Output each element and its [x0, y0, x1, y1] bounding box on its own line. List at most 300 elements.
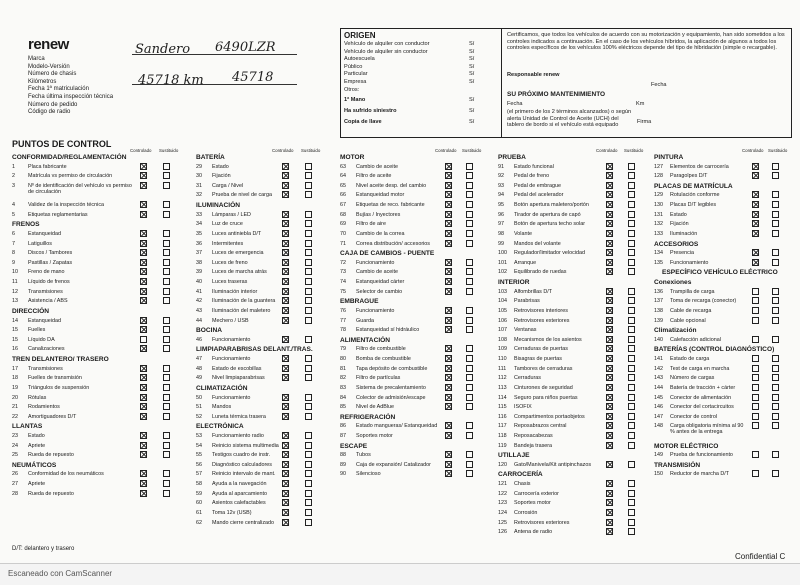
sustituido-checkbox[interactable]	[305, 432, 312, 439]
controlado-checkbox[interactable]	[282, 230, 289, 237]
controlado-checkbox[interactable]	[282, 191, 289, 198]
controlado-checkbox[interactable]	[445, 461, 452, 468]
controlado-checkbox[interactable]	[445, 384, 452, 391]
controlado-checkbox[interactable]	[282, 451, 289, 458]
sustituido-checkbox[interactable]	[163, 259, 170, 266]
controlado-checkbox[interactable]	[606, 499, 613, 506]
controlado-checkbox[interactable]	[282, 268, 289, 275]
sustituido-checkbox[interactable]	[163, 240, 170, 247]
controlado-checkbox[interactable]	[140, 394, 147, 401]
sustituido-checkbox[interactable]	[772, 307, 779, 314]
sustituido-checkbox[interactable]	[466, 211, 473, 218]
controlado-checkbox[interactable]	[752, 374, 759, 381]
controlado-checkbox[interactable]	[606, 211, 613, 218]
sustituido-checkbox[interactable]	[772, 259, 779, 266]
sustituido-checkbox[interactable]	[163, 336, 170, 343]
controlado-checkbox[interactable]	[752, 230, 759, 237]
sustituido-checkbox[interactable]	[772, 163, 779, 170]
sustituido-checkbox[interactable]	[628, 326, 635, 333]
controlado-checkbox[interactable]	[282, 249, 289, 256]
controlado-checkbox[interactable]	[606, 394, 613, 401]
controlado-checkbox[interactable]	[606, 326, 613, 333]
sustituido-checkbox[interactable]	[772, 365, 779, 372]
sustituido-checkbox[interactable]	[628, 461, 635, 468]
controlado-checkbox[interactable]	[445, 394, 452, 401]
controlado-checkbox[interactable]	[282, 307, 289, 314]
sustituido-checkbox[interactable]	[305, 172, 312, 179]
controlado-checkbox[interactable]	[445, 403, 452, 410]
sustituido-checkbox[interactable]	[305, 191, 312, 198]
sustituido-checkbox[interactable]	[305, 490, 312, 497]
sustituido-checkbox[interactable]	[466, 259, 473, 266]
controlado-checkbox[interactable]	[606, 317, 613, 324]
sustituido-checkbox[interactable]	[772, 422, 779, 429]
controlado-checkbox[interactable]	[282, 240, 289, 247]
sustituido-checkbox[interactable]	[772, 336, 779, 343]
sustituido-checkbox[interactable]	[163, 374, 170, 381]
controlado-checkbox[interactable]	[445, 288, 452, 295]
sustituido-checkbox[interactable]	[305, 499, 312, 506]
controlado-checkbox[interactable]	[606, 442, 613, 449]
controlado-checkbox[interactable]	[282, 288, 289, 295]
sustituido-checkbox[interactable]	[305, 403, 312, 410]
controlado-checkbox[interactable]	[445, 432, 452, 439]
sustituido-checkbox[interactable]	[163, 182, 170, 189]
sustituido-checkbox[interactable]	[772, 201, 779, 208]
controlado-checkbox[interactable]	[606, 480, 613, 487]
sustituido-checkbox[interactable]	[305, 480, 312, 487]
sustituido-checkbox[interactable]	[163, 326, 170, 333]
sustituido-checkbox[interactable]	[628, 297, 635, 304]
controlado-checkbox[interactable]	[140, 163, 147, 170]
controlado-checkbox[interactable]	[606, 384, 613, 391]
sustituido-checkbox[interactable]	[772, 394, 779, 401]
sustituido-checkbox[interactable]	[772, 211, 779, 218]
sustituido-checkbox[interactable]	[163, 451, 170, 458]
controlado-checkbox[interactable]	[282, 413, 289, 420]
controlado-checkbox[interactable]	[282, 259, 289, 266]
sustituido-checkbox[interactable]	[305, 182, 312, 189]
sustituido-checkbox[interactable]	[628, 519, 635, 526]
controlado-checkbox[interactable]	[606, 297, 613, 304]
controlado-checkbox[interactable]	[140, 451, 147, 458]
controlado-checkbox[interactable]	[282, 461, 289, 468]
controlado-checkbox[interactable]	[282, 374, 289, 381]
sustituido-checkbox[interactable]	[466, 394, 473, 401]
controlado-checkbox[interactable]	[606, 345, 613, 352]
controlado-checkbox[interactable]	[282, 365, 289, 372]
sustituido-checkbox[interactable]	[163, 365, 170, 372]
controlado-checkbox[interactable]	[282, 509, 289, 516]
controlado-checkbox[interactable]	[282, 403, 289, 410]
sustituido-checkbox[interactable]	[163, 413, 170, 420]
controlado-checkbox[interactable]	[752, 259, 759, 266]
sustituido-checkbox[interactable]	[466, 461, 473, 468]
sustituido-checkbox[interactable]	[163, 288, 170, 295]
sustituido-checkbox[interactable]	[466, 240, 473, 247]
controlado-checkbox[interactable]	[140, 201, 147, 208]
controlado-checkbox[interactable]	[752, 317, 759, 324]
sustituido-checkbox[interactable]	[466, 432, 473, 439]
controlado-checkbox[interactable]	[606, 182, 613, 189]
controlado-checkbox[interactable]	[606, 365, 613, 372]
controlado-checkbox[interactable]	[282, 220, 289, 227]
controlado-checkbox[interactable]	[140, 384, 147, 391]
sustituido-checkbox[interactable]	[628, 182, 635, 189]
sustituido-checkbox[interactable]	[163, 201, 170, 208]
sustituido-checkbox[interactable]	[628, 268, 635, 275]
controlado-checkbox[interactable]	[606, 432, 613, 439]
sustituido-checkbox[interactable]	[305, 442, 312, 449]
controlado-checkbox[interactable]	[606, 201, 613, 208]
controlado-checkbox[interactable]	[752, 451, 759, 458]
sustituido-checkbox[interactable]	[305, 394, 312, 401]
sustituido-checkbox[interactable]	[628, 384, 635, 391]
sustituido-checkbox[interactable]	[305, 365, 312, 372]
controlado-checkbox[interactable]	[282, 490, 289, 497]
sustituido-checkbox[interactable]	[305, 509, 312, 516]
controlado-checkbox[interactable]	[282, 172, 289, 179]
controlado-checkbox[interactable]	[445, 182, 452, 189]
controlado-checkbox[interactable]	[606, 374, 613, 381]
sustituido-checkbox[interactable]	[628, 201, 635, 208]
sustituido-checkbox[interactable]	[305, 259, 312, 266]
controlado-checkbox[interactable]	[752, 336, 759, 343]
controlado-checkbox[interactable]	[752, 470, 759, 477]
sustituido-checkbox[interactable]	[466, 355, 473, 362]
controlado-checkbox[interactable]	[445, 278, 452, 285]
sustituido-checkbox[interactable]	[163, 317, 170, 324]
controlado-checkbox[interactable]	[282, 317, 289, 324]
controlado-checkbox[interactable]	[140, 278, 147, 285]
sustituido-checkbox[interactable]	[305, 461, 312, 468]
controlado-checkbox[interactable]	[140, 490, 147, 497]
controlado-checkbox[interactable]	[606, 490, 613, 497]
sustituido-checkbox[interactable]	[163, 297, 170, 304]
controlado-checkbox[interactable]	[445, 240, 452, 247]
sustituido-checkbox[interactable]	[466, 384, 473, 391]
controlado-checkbox[interactable]	[140, 442, 147, 449]
sustituido-checkbox[interactable]	[163, 211, 170, 218]
controlado-checkbox[interactable]	[606, 355, 613, 362]
controlado-checkbox[interactable]	[752, 384, 759, 391]
controlado-checkbox[interactable]	[140, 403, 147, 410]
controlado-checkbox[interactable]	[752, 249, 759, 256]
controlado-checkbox[interactable]	[445, 422, 452, 429]
controlado-checkbox[interactable]	[140, 297, 147, 304]
sustituido-checkbox[interactable]	[772, 403, 779, 410]
controlado-checkbox[interactable]	[606, 268, 613, 275]
sustituido-checkbox[interactable]	[163, 470, 170, 477]
sustituido-checkbox[interactable]	[305, 230, 312, 237]
controlado-checkbox[interactable]	[140, 268, 147, 275]
sustituido-checkbox[interactable]	[466, 451, 473, 458]
sustituido-checkbox[interactable]	[628, 211, 635, 218]
sustituido-checkbox[interactable]	[163, 442, 170, 449]
controlado-checkbox[interactable]	[140, 172, 147, 179]
sustituido-checkbox[interactable]	[305, 268, 312, 275]
controlado-checkbox[interactable]	[445, 451, 452, 458]
sustituido-checkbox[interactable]	[305, 288, 312, 295]
sustituido-checkbox[interactable]	[466, 374, 473, 381]
controlado-checkbox[interactable]	[282, 442, 289, 449]
sustituido-checkbox[interactable]	[628, 365, 635, 372]
sustituido-checkbox[interactable]	[305, 317, 312, 324]
controlado-checkbox[interactable]	[445, 201, 452, 208]
sustituido-checkbox[interactable]	[628, 403, 635, 410]
controlado-checkbox[interactable]	[606, 172, 613, 179]
sustituido-checkbox[interactable]	[772, 297, 779, 304]
controlado-checkbox[interactable]	[752, 297, 759, 304]
controlado-checkbox[interactable]	[445, 220, 452, 227]
sustituido-checkbox[interactable]	[628, 422, 635, 429]
sustituido-checkbox[interactable]	[628, 480, 635, 487]
controlado-checkbox[interactable]	[606, 336, 613, 343]
sustituido-checkbox[interactable]	[772, 317, 779, 324]
sustituido-checkbox[interactable]	[305, 413, 312, 420]
sustituido-checkbox[interactable]	[772, 249, 779, 256]
sustituido-checkbox[interactable]	[305, 249, 312, 256]
controlado-checkbox[interactable]	[140, 365, 147, 372]
sustituido-checkbox[interactable]	[628, 432, 635, 439]
sustituido-checkbox[interactable]	[163, 278, 170, 285]
controlado-checkbox[interactable]	[752, 422, 759, 429]
sustituido-checkbox[interactable]	[772, 191, 779, 198]
controlado-checkbox[interactable]	[282, 297, 289, 304]
controlado-checkbox[interactable]	[282, 432, 289, 439]
sustituido-checkbox[interactable]	[772, 413, 779, 420]
sustituido-checkbox[interactable]	[466, 230, 473, 237]
controlado-checkbox[interactable]	[282, 519, 289, 526]
sustituido-checkbox[interactable]	[628, 345, 635, 352]
sustituido-checkbox[interactable]	[466, 307, 473, 314]
sustituido-checkbox[interactable]	[466, 317, 473, 324]
controlado-checkbox[interactable]	[445, 191, 452, 198]
sustituido-checkbox[interactable]	[163, 163, 170, 170]
sustituido-checkbox[interactable]	[772, 230, 779, 237]
controlado-checkbox[interactable]	[140, 336, 147, 343]
sustituido-checkbox[interactable]	[628, 317, 635, 324]
sustituido-checkbox[interactable]	[466, 268, 473, 275]
sustituido-checkbox[interactable]	[628, 528, 635, 535]
controlado-checkbox[interactable]	[282, 499, 289, 506]
controlado-checkbox[interactable]	[606, 230, 613, 237]
controlado-checkbox[interactable]	[282, 480, 289, 487]
sustituido-checkbox[interactable]	[466, 403, 473, 410]
controlado-checkbox[interactable]	[140, 345, 147, 352]
sustituido-checkbox[interactable]	[466, 191, 473, 198]
controlado-checkbox[interactable]	[445, 211, 452, 218]
sustituido-checkbox[interactable]	[466, 345, 473, 352]
controlado-checkbox[interactable]	[282, 336, 289, 343]
sustituido-checkbox[interactable]	[163, 345, 170, 352]
sustituido-checkbox[interactable]	[628, 230, 635, 237]
controlado-checkbox[interactable]	[445, 163, 452, 170]
sustituido-checkbox[interactable]	[772, 220, 779, 227]
controlado-checkbox[interactable]	[282, 470, 289, 477]
controlado-checkbox[interactable]	[445, 326, 452, 333]
sustituido-checkbox[interactable]	[466, 365, 473, 372]
controlado-checkbox[interactable]	[606, 509, 613, 516]
controlado-checkbox[interactable]	[282, 355, 289, 362]
sustituido-checkbox[interactable]	[305, 336, 312, 343]
controlado-checkbox[interactable]	[140, 317, 147, 324]
sustituido-checkbox[interactable]	[628, 499, 635, 506]
controlado-checkbox[interactable]	[752, 403, 759, 410]
sustituido-checkbox[interactable]	[466, 220, 473, 227]
sustituido-checkbox[interactable]	[628, 509, 635, 516]
controlado-checkbox[interactable]	[606, 259, 613, 266]
sustituido-checkbox[interactable]	[163, 480, 170, 487]
sustituido-checkbox[interactable]	[628, 249, 635, 256]
sustituido-checkbox[interactable]	[772, 355, 779, 362]
sustituido-checkbox[interactable]	[163, 394, 170, 401]
sustituido-checkbox[interactable]	[305, 470, 312, 477]
sustituido-checkbox[interactable]	[628, 355, 635, 362]
controlado-checkbox[interactable]	[606, 413, 613, 420]
controlado-checkbox[interactable]	[282, 278, 289, 285]
controlado-checkbox[interactable]	[752, 413, 759, 420]
controlado-checkbox[interactable]	[606, 307, 613, 314]
sustituido-checkbox[interactable]	[305, 451, 312, 458]
sustituido-checkbox[interactable]	[628, 163, 635, 170]
controlado-checkbox[interactable]	[445, 470, 452, 477]
controlado-checkbox[interactable]	[606, 528, 613, 535]
controlado-checkbox[interactable]	[752, 191, 759, 198]
sustituido-checkbox[interactable]	[305, 278, 312, 285]
sustituido-checkbox[interactable]	[305, 220, 312, 227]
controlado-checkbox[interactable]	[282, 211, 289, 218]
sustituido-checkbox[interactable]	[163, 403, 170, 410]
sustituido-checkbox[interactable]	[163, 249, 170, 256]
sustituido-checkbox[interactable]	[628, 307, 635, 314]
controlado-checkbox[interactable]	[606, 403, 613, 410]
sustituido-checkbox[interactable]	[772, 374, 779, 381]
controlado-checkbox[interactable]	[140, 240, 147, 247]
sustituido-checkbox[interactable]	[305, 307, 312, 314]
controlado-checkbox[interactable]	[140, 480, 147, 487]
controlado-checkbox[interactable]	[752, 220, 759, 227]
sustituido-checkbox[interactable]	[466, 326, 473, 333]
controlado-checkbox[interactable]	[140, 249, 147, 256]
controlado-checkbox[interactable]	[140, 374, 147, 381]
controlado-checkbox[interactable]	[606, 191, 613, 198]
sustituido-checkbox[interactable]	[305, 374, 312, 381]
controlado-checkbox[interactable]	[752, 365, 759, 372]
controlado-checkbox[interactable]	[445, 172, 452, 179]
controlado-checkbox[interactable]	[445, 345, 452, 352]
controlado-checkbox[interactable]	[606, 461, 613, 468]
controlado-checkbox[interactable]	[445, 230, 452, 237]
sustituido-checkbox[interactable]	[466, 182, 473, 189]
controlado-checkbox[interactable]	[140, 288, 147, 295]
sustituido-checkbox[interactable]	[628, 220, 635, 227]
sustituido-checkbox[interactable]	[628, 394, 635, 401]
controlado-checkbox[interactable]	[752, 201, 759, 208]
controlado-checkbox[interactable]	[445, 268, 452, 275]
sustituido-checkbox[interactable]	[628, 191, 635, 198]
controlado-checkbox[interactable]	[282, 394, 289, 401]
controlado-checkbox[interactable]	[606, 220, 613, 227]
controlado-checkbox[interactable]	[606, 163, 613, 170]
sustituido-checkbox[interactable]	[628, 172, 635, 179]
controlado-checkbox[interactable]	[282, 163, 289, 170]
controlado-checkbox[interactable]	[606, 249, 613, 256]
sustituido-checkbox[interactable]	[466, 172, 473, 179]
controlado-checkbox[interactable]	[752, 307, 759, 314]
sustituido-checkbox[interactable]	[305, 519, 312, 526]
controlado-checkbox[interactable]	[282, 182, 289, 189]
sustituido-checkbox[interactable]	[628, 442, 635, 449]
controlado-checkbox[interactable]	[140, 413, 147, 420]
sustituido-checkbox[interactable]	[772, 384, 779, 391]
controlado-checkbox[interactable]	[140, 432, 147, 439]
sustituido-checkbox[interactable]	[163, 384, 170, 391]
sustituido-checkbox[interactable]	[772, 470, 779, 477]
sustituido-checkbox[interactable]	[305, 240, 312, 247]
controlado-checkbox[interactable]	[140, 230, 147, 237]
sustituido-checkbox[interactable]	[305, 163, 312, 170]
sustituido-checkbox[interactable]	[628, 413, 635, 420]
sustituido-checkbox[interactable]	[466, 288, 473, 295]
controlado-checkbox[interactable]	[445, 307, 452, 314]
sustituido-checkbox[interactable]	[163, 490, 170, 497]
sustituido-checkbox[interactable]	[163, 230, 170, 237]
controlado-checkbox[interactable]	[445, 317, 452, 324]
sustituido-checkbox[interactable]	[628, 336, 635, 343]
controlado-checkbox[interactable]	[140, 470, 147, 477]
sustituido-checkbox[interactable]	[305, 355, 312, 362]
sustituido-checkbox[interactable]	[163, 172, 170, 179]
sustituido-checkbox[interactable]	[772, 288, 779, 295]
controlado-checkbox[interactable]	[752, 288, 759, 295]
controlado-checkbox[interactable]	[606, 519, 613, 526]
sustituido-checkbox[interactable]	[628, 374, 635, 381]
controlado-checkbox[interactable]	[445, 355, 452, 362]
sustituido-checkbox[interactable]	[628, 259, 635, 266]
controlado-checkbox[interactable]	[752, 163, 759, 170]
sustituido-checkbox[interactable]	[628, 288, 635, 295]
sustituido-checkbox[interactable]	[163, 432, 170, 439]
controlado-checkbox[interactable]	[140, 326, 147, 333]
controlado-checkbox[interactable]	[752, 355, 759, 362]
controlado-checkbox[interactable]	[140, 259, 147, 266]
controlado-checkbox[interactable]	[445, 374, 452, 381]
sustituido-checkbox[interactable]	[772, 451, 779, 458]
controlado-checkbox[interactable]	[140, 211, 147, 218]
sustituido-checkbox[interactable]	[305, 297, 312, 304]
sustituido-checkbox[interactable]	[163, 268, 170, 275]
sustituido-checkbox[interactable]	[305, 211, 312, 218]
controlado-checkbox[interactable]	[140, 182, 147, 189]
controlado-checkbox[interactable]	[752, 211, 759, 218]
controlado-checkbox[interactable]	[445, 365, 452, 372]
controlado-checkbox[interactable]	[752, 172, 759, 179]
controlado-checkbox[interactable]	[445, 259, 452, 266]
sustituido-checkbox[interactable]	[466, 201, 473, 208]
sustituido-checkbox[interactable]	[628, 490, 635, 497]
sustituido-checkbox[interactable]	[628, 240, 635, 247]
sustituido-checkbox[interactable]	[466, 278, 473, 285]
sustituido-checkbox[interactable]	[466, 470, 473, 477]
controlado-checkbox[interactable]	[606, 422, 613, 429]
controlado-checkbox[interactable]	[606, 240, 613, 247]
controlado-checkbox[interactable]	[752, 394, 759, 401]
sustituido-checkbox[interactable]	[466, 163, 473, 170]
sustituido-checkbox[interactable]	[772, 172, 779, 179]
sustituido-checkbox[interactable]	[466, 422, 473, 429]
controlado-checkbox[interactable]	[606, 288, 613, 295]
